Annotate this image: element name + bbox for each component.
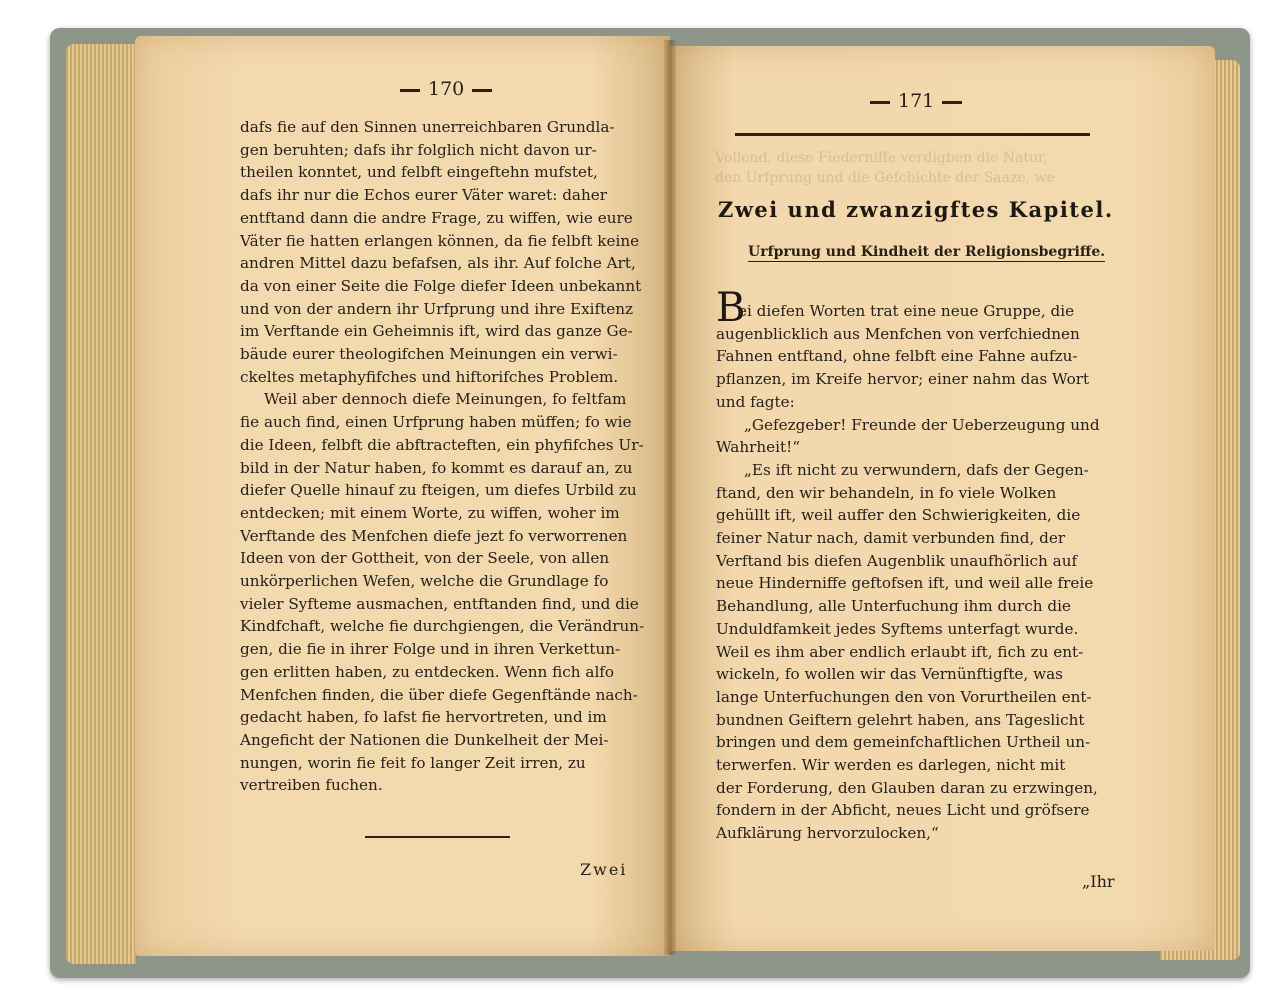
page-number-dash [870, 101, 890, 104]
text-line: Behandlung, alle Unterfuchung ihm durch die [716, 597, 1071, 616]
text-line: theilen konntet, und felbft eingeftehn mufstet, [240, 163, 598, 182]
page-number-dash [400, 89, 420, 92]
text-line: vertreiben fuchen. [240, 776, 383, 795]
first-line: ei diefen Worten trat eine neue Gruppe, die [738, 302, 1075, 320]
left-end-rule [365, 836, 510, 838]
text-line: bäude eurer theologifchen Meinungen ein verwi- [240, 345, 618, 364]
right-page-text [716, 300, 1116, 845]
text-line: fondern in der Abficht, neues Licht und gröfsere [716, 801, 1090, 820]
text-line: gehüllt ift, weil auffer den Schwierigkeiten, die [716, 506, 1081, 525]
text-line: gen, die fie in ihrer Folge und in ihren Verkettun- [240, 640, 621, 659]
text-line: der Forderung, den Glauben daran zu erzwingen, [716, 778, 1098, 797]
text-line: vieler Syfteme ausmachen, entftanden find, und die [240, 594, 639, 613]
right-page-number-row [862, 90, 970, 112]
text-line: lange Unterfuchungen den von Vorurtheilen ent- [716, 687, 1092, 706]
text-line: pflanzen, im Kreife hervor; einer nahm das Wort [716, 370, 1090, 389]
text-line: gen erlitten haben, zu entdecken. Wenn fich alfo [240, 662, 615, 681]
text-line: „Gefezgeber! Freunde der Ueberzeugung und [744, 415, 1100, 434]
text-line: und fagte: [716, 392, 795, 411]
text-line: nungen, worin fie feit fo langer Zeit irren, zu [240, 753, 586, 772]
text-line: Verftand bis diefen Augenblik unaufhörlich auf [716, 551, 1078, 570]
text-line: bringen und dem gemeinfchaftlichen Urtheil un- [716, 733, 1091, 752]
bleed-through-text: Vollend, diese Fiederniffe verdigben die Natur, [715, 150, 1048, 166]
text-line: unkörperlichen Wefen, welche die Grundlage fo [240, 572, 609, 591]
text-line: gedacht haben, fo lafst fie hervortreten, und im [240, 708, 607, 727]
header-rule [735, 133, 1090, 136]
text-line: „Es ift nicht zu verwundern, dafs der Gegen- [744, 460, 1089, 479]
text-line: neue Hinderniffe geftofsen ift, und weil alle freie [716, 574, 1094, 593]
text-line: fie auch find, einen Urfprung haben müffen; fo wie [240, 413, 632, 432]
left-page-text [240, 116, 645, 797]
text-line: wickeln, fo wollen wir das Vernünftigfte, was [716, 665, 1063, 684]
text-line: Ideen von der Gottheit, von der Seele, von allen [240, 549, 610, 568]
text-line: dafs ihr nur die Echos eurer Väter waret: daher [240, 186, 607, 205]
text-line: Fahnen entftand, ohne felbft eine Fahne aufzu- [716, 347, 1078, 366]
text-line: da von einer Seite die Folge diefer Ideen unbekannt [240, 276, 642, 295]
text-line: diefer Quelle hinauf zu fteigen, um diefes Urbild zu [240, 481, 637, 500]
text-line: bundnen Geiftern gelehrt haben, ans Tageslicht [716, 710, 1085, 729]
text-line: andren Mittel dazu befafsen, als ihr. Auf folche Art, [240, 254, 636, 273]
text-line: feiner Natur nach, damit verbunden find, der [716, 529, 1066, 548]
text-line: und von der andern ihr Urfprung und ihre Exiftenz [240, 299, 633, 318]
drop-capital: B [716, 285, 746, 331]
text-line: Verftande des Menfchen diefe jezt fo verworrenen [240, 526, 628, 545]
left-page-number-row [392, 78, 500, 100]
right-catchword: „Ihr [1082, 872, 1115, 891]
bleed-through-text: den Urfprung und die Gefchichte der Saaze, we [715, 170, 1055, 186]
text-line: im Verftande ein Geheimnis ift, wird das ganze Ge- [240, 322, 633, 341]
text-line: Väter fie hatten erlangen können, da fie felbft keine [240, 231, 640, 250]
text-line: entdecken; mit einem Worte, zu wiffen, woher im [240, 503, 620, 522]
chapter-subtitle: Urfprung und Kindheit der Religionsbegriffe. [748, 244, 1106, 260]
text-line: Menfchen finden, die über diefe Gegenftände nach- [240, 685, 638, 704]
chapter-title: Zwei und zwanzigftes Kapitel. [718, 197, 1114, 222]
text-line: augenblicklich aus Menfchen von verfchiednen [716, 324, 1080, 343]
left-page-edges [66, 44, 136, 964]
text-line: Angeficht der Nationen die Dunkelheit der Mei- [240, 730, 609, 749]
page-number-dash [942, 101, 962, 104]
text-line: Wahrheit!“ [716, 438, 800, 457]
book-gutter [664, 40, 676, 955]
text-line: Aufklärung hervorzulocken,“ [716, 824, 939, 843]
text-line: ftand, den wir behandeln, in fo viele Wolken [716, 483, 1057, 502]
page-number-dash [472, 89, 492, 92]
text-line: bild in der Natur haben, fo kommt es darauf an, zu [240, 458, 633, 477]
text-line: Kindfchaft, welche fie durchgiengen, die Verändrun- [240, 617, 645, 636]
text-line: die Ideen, felbft die abftracteften, ein phyfifches Ur- [240, 435, 644, 454]
text-line: gen beruhten; dafs ihr folglich nicht davon ur- [240, 140, 597, 159]
text-line: dafs fie auf den Sinnen unerreichbaren Grundla- [240, 118, 615, 136]
text-line: Unduldfamkeit jedes Syftems unterfagt wurde. [716, 619, 1079, 638]
text-line: terwerfen. Wir werden es darlegen, nicht mit [716, 756, 1066, 775]
text-line: Weil es ihm aber endlich erlaubt ift, fich zu ent- [716, 642, 1084, 661]
text-line: Weil aber dennoch diefe Meinungen, fo feltfam [264, 390, 627, 409]
text-line: ckeltes metaphyfifches und hiftorifches Problem. [240, 367, 619, 386]
text-line: entftand dann die andre Frage, zu wiffen, wie eure [240, 208, 633, 227]
right-page-number: 171 [898, 90, 935, 112]
left-page-number: 170 [428, 78, 465, 100]
left-catchword: Zwei [580, 860, 628, 879]
